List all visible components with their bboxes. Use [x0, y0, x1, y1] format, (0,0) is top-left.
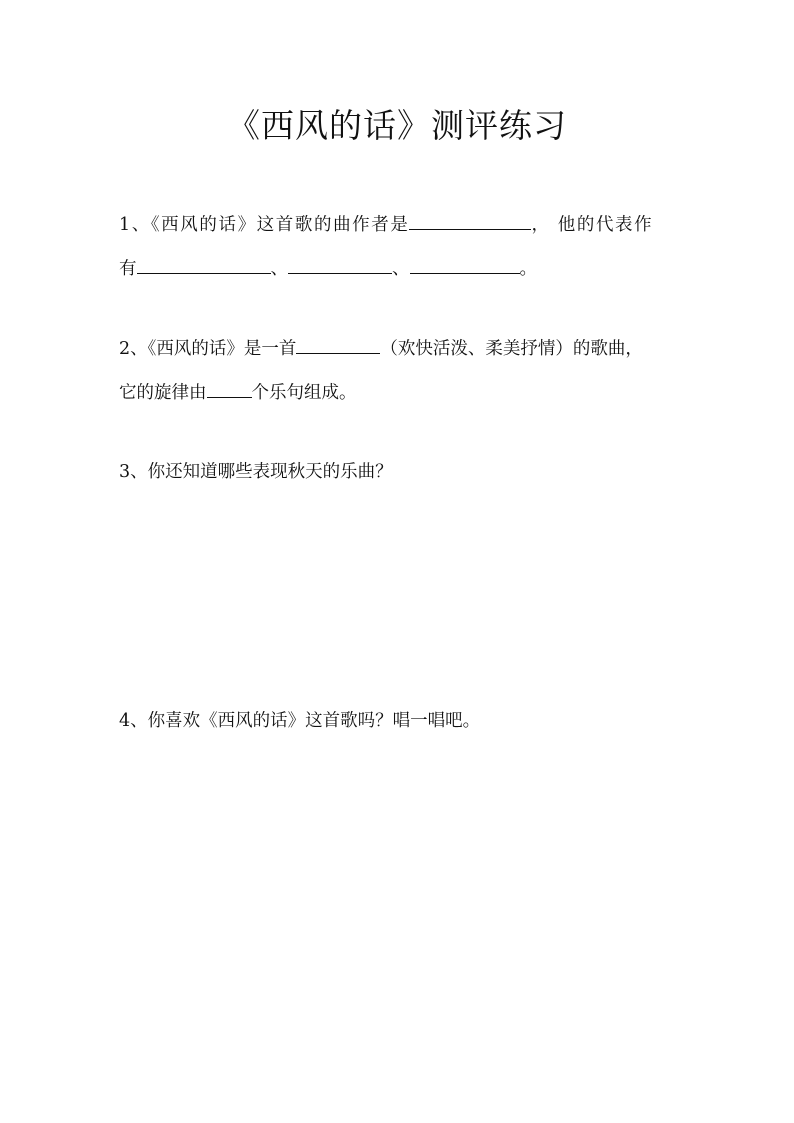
q1-work-blank-3[interactable]: [410, 255, 520, 274]
question-2-text: 2、《西风的话》是一首: [119, 339, 297, 359]
question-3-text: 3、你还知道哪些表现秋天的乐曲？: [119, 462, 393, 482]
question-1-text: 1、《西风的话》这首歌的曲作者是: [119, 215, 410, 235]
question-2-line-1: [119, 335, 643, 361]
question-1-separator-2: 、: [392, 259, 410, 279]
page-title: 《西风的话》测评练习: [227, 106, 567, 145]
question-1-suffix: ， 他的代表作: [531, 215, 654, 235]
question-1-line-2-start: 有: [119, 259, 137, 279]
question-2-line-2-suffix: 个乐句组成。: [251, 383, 357, 403]
question-2-line-2: [119, 379, 357, 405]
question-3: [119, 460, 393, 484]
question-4-text: 4、你喜欢《西风的话》这首歌吗？唱一唱吧。: [119, 711, 481, 731]
q2-style-blank[interactable]: [296, 335, 380, 354]
question-1-separator-1: 、: [270, 259, 288, 279]
question-2-suffix: （欢快活泼、柔美抒情）的歌曲，: [380, 339, 643, 359]
question-1-line-1: [119, 211, 653, 237]
q1-work-blank-1[interactable]: [137, 255, 271, 274]
question-4: [119, 709, 480, 733]
q2-phrase-count-blank[interactable]: [207, 379, 252, 398]
question-1-line-2: [119, 255, 537, 281]
question-2-line-2-text: 它的旋律由: [119, 383, 207, 403]
q1-composer-blank[interactable]: [409, 211, 531, 230]
q1-work-blank-2[interactable]: [288, 255, 392, 274]
question-1-end: 。: [519, 259, 537, 279]
